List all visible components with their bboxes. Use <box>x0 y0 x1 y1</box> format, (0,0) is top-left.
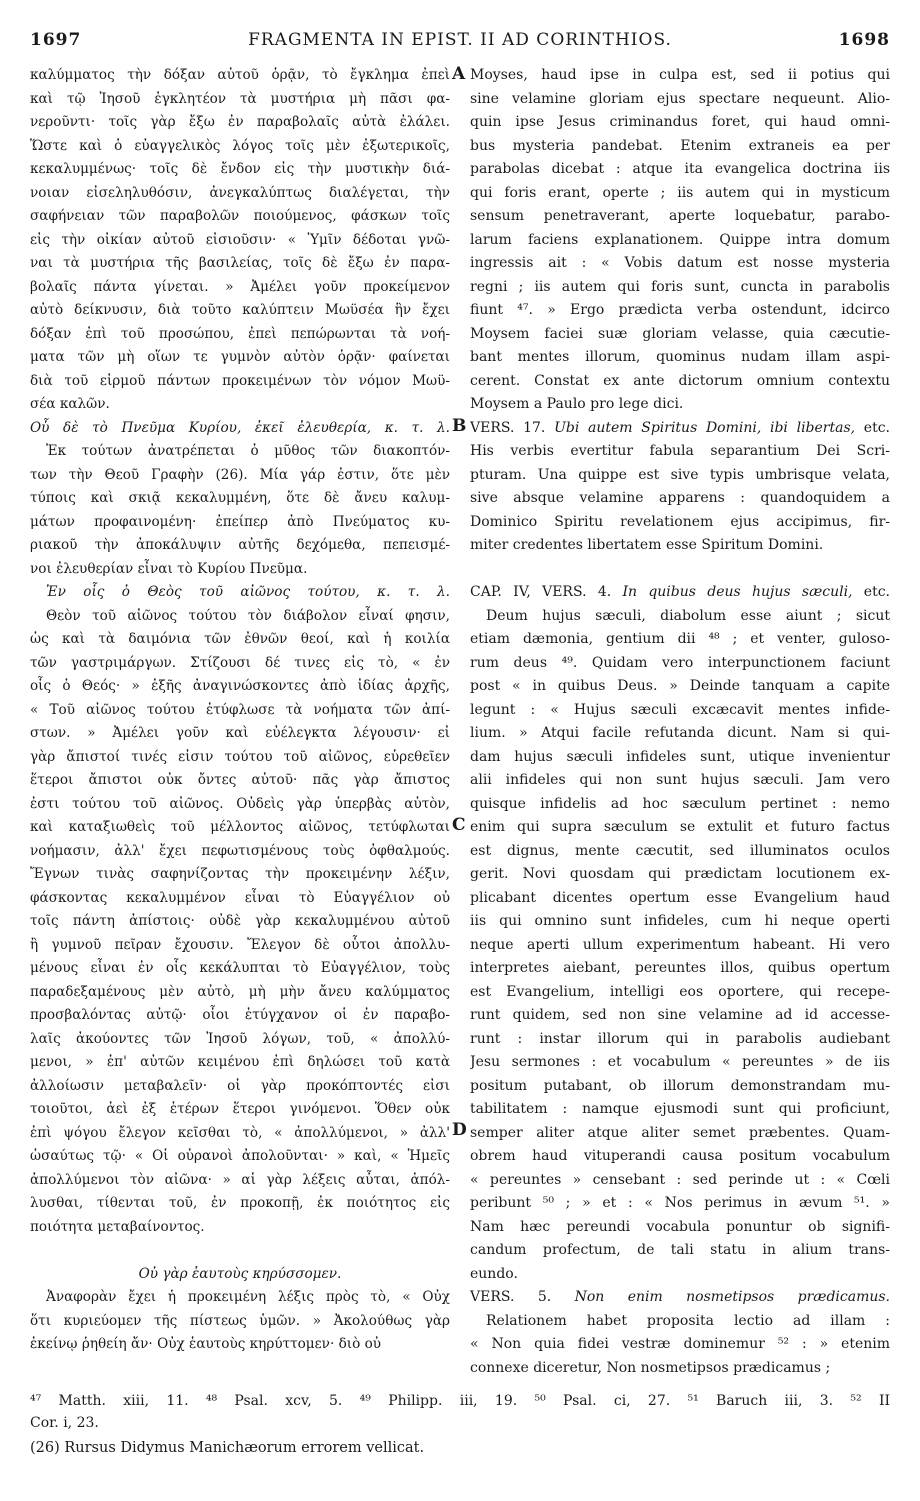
text-line: Θεὸν τοῦ αἰῶνος τούτου τὸν διάβολον εἶναί φησιν, <box>46 607 450 624</box>
text-line: runt quidem, sed non sine velamine ad id accesse- <box>470 1007 890 1023</box>
text-line: His verbis evertitur fabula separantium Dei Scri- <box>470 443 890 459</box>
text-line: Deum hujus sæculi, diabolum esse aiunt ; sicut <box>486 607 890 624</box>
text-line: φάσκοντας κεκαλυμμένον εἶναι τὸ Εὐαγγέλιον οὐ <box>30 889 450 906</box>
spacer <box>470 558 890 582</box>
text-line: connexe diceretur, Non nosmetipsos prædicamus ; <box>470 1359 831 1376</box>
text-line: « Non quia fidei vestræ dominemur ⁵² : » etenim <box>470 1336 890 1352</box>
text-line: cerent. Constat ex ante dictorum omnium contextu <box>470 372 890 389</box>
text-line: μάτων προφαινομένη· ἐπείπερ ἀπὸ Πνεύματος κυ- <box>30 513 450 530</box>
text-line: ποιότητα μεταβαίνοντος. <box>30 1218 205 1235</box>
text-line: ἢ γυμνοῦ πεῖραν ἔχουσιν. Ἔλεγον δὲ οὗτοι ἀπολλυ- <box>30 936 450 953</box>
text-line: νοι ἐλευθερίαν εἶναι τὸ Κυρίου Πνεῦμα. <box>30 560 308 577</box>
text-line: λαῖς ἀκούοντες τῶν Ἰησοῦ λόγων, τοῦ, « ἀπολλύ- <box>30 1030 450 1047</box>
text-line: eundo. <box>470 1265 518 1282</box>
verse-lemma: Ubi autem Spiritus Domini, ibi libertas, <box>554 419 864 436</box>
text-line: tabilitatem : namque ejusmodi sunt qui proficiunt, <box>470 1101 890 1117</box>
text-line: τοῖς πάντη ἀπίστοις· οὐδὲ γὰρ κεκαλυμμένου αὐτοῦ <box>30 913 450 929</box>
text-line: gerit. Novi quosdam qui prædictam locutionem ex- <box>470 866 890 882</box>
text-line: pturam. Una quippe est sive typis umbrisque velata, <box>470 466 890 483</box>
text-line: ἀπολλύμενοι τὸν αἰῶνα· » αἱ γὰρ λέξεις αὗται, ἀπόλ- <box>30 1171 450 1188</box>
text-line: sine velamine gloriam ejus spectare nequeunt. Alio- <box>470 90 890 107</box>
running-title: FRAGMENTA IN EPIST. II AD CORINTHIOS. <box>248 30 672 50</box>
text-line: νοιαν εἰσεληλυθόσιν, ἀνεγκαλύπτως διαλέγεται, τὴν <box>30 184 450 201</box>
text-line: σαφήνειαν τῶν παραβολῶν ποιούμενος, φάσκων τοῖς <box>30 208 450 224</box>
text-line: τύποις καὶ σκιᾷ κεκαλυμμένη, ὅτε δὲ ἄνευ καλυμ- <box>30 490 450 506</box>
margin-marker-d: D <box>452 1120 467 1140</box>
text-line: lium. » Atqui facile refutanda dicunt. Nam si qui- <box>470 725 890 741</box>
verse-label: VERS. 5. <box>470 1289 575 1305</box>
text-line: ὅτι κυριεύομεν τῆς πίστεως ὑμῶν. » Ἀκολούθως γὰρ <box>30 1312 450 1329</box>
text-line: alii infideles qui non sunt hujus sæculi. Jam vero <box>470 772 890 788</box>
text-line: Moyses, haud ipse in culpa est, sed ii potius qui <box>470 67 890 83</box>
text-line: ἕτεροι ἄπιστοι οὐκ ὄντες αὐτοῦ· πᾶς γὰρ ἄπιστος <box>30 772 450 788</box>
text-line: sive absque velamine apparens : quandoquidem a <box>470 490 890 506</box>
verse-label: VERS. 17. <box>470 419 555 436</box>
text-line: Ἀναφορὰν ἔχει ἡ προκειμένη λέξις πρὸς τὸ, « Οὐχ <box>46 1289 450 1305</box>
text-line: est Evangelium, intelligi eos oportere, qui recepe- <box>470 983 890 1000</box>
text-line: Ὥστε καὶ ὁ εὐαγγελικὸς λόγος τοῖς μὲν ἐξωτερικοῖς, <box>30 137 450 154</box>
text-line: κεκαλυμμένως· τοῖς δὲ ἔνδον εἰς τὴν μυστικὴν διά- <box>30 161 450 177</box>
text-line: plicabant dicentes opertum esse Evangelium haud <box>470 889 890 906</box>
text-line: obrem haud vituperandi causa positum vocabulum <box>470 1148 890 1164</box>
text-line: legunt : « Hujus sæculi excæcavit mentes infide- <box>470 701 890 718</box>
text-line: καὶ τῷ Ἰησοῦ ἐγκλητέον τὰ μυστήρια μὴ πᾶσι φα- <box>30 90 450 107</box>
text-line: μενοι, » ἐπ' αὐτῶν κειμένου ἐπὶ δηλώσει τοῦ κατὰ <box>30 1054 450 1070</box>
spacer <box>30 1239 450 1263</box>
text-line: interpretes aiebant, pereuntes illos, quibus opertum <box>470 960 890 976</box>
text-line: etiam dæmonia, gentium dii ⁴⁸ ; et venter, guloso- <box>470 631 890 647</box>
text-line: Dominico Spiritu revelationem ejus accipimus, fir- <box>470 513 890 530</box>
text-line: αὐτὸ δείκνυσιν, διὰ τοῦτο καλύπτειν Μωϋσέα ἣν ἔχει <box>30 302 450 318</box>
text-line: σέα καλῶν. <box>30 396 110 412</box>
verse-lemma: In quibus deus hujus sæculi, <box>622 584 864 600</box>
right-page-number: 1698 <box>838 30 890 50</box>
text-line: rum deus ⁴⁹. Quidam vero interpunctionem faciunt <box>470 654 890 671</box>
text-line: των τὴν Θεοῦ Γραφὴν (26). Μία γάρ ἐστιν, ὅτε μὲν <box>30 466 450 483</box>
text-line: ἀλλοίωσιν μεταβαλεῖν· οἱ γὰρ προκόπτοντές εἰσι <box>30 1077 450 1094</box>
text-line: Ἐκ τούτων ἀνατρέπεται ὁ μῦθος τῶν διακοπτόν- <box>46 443 450 459</box>
text-line: iis qui omnino sunt infideles, cum hi neque operti <box>470 913 890 929</box>
text-line: candum profectum, de tali statu in alium trans- <box>470 1242 890 1258</box>
text-line: ὡς καὶ τὰ δαιμόνια τῶν ἐθνῶν θεοί, καὶ ἡ κοιλία <box>30 631 450 647</box>
text-line: dam hujus sæculi infideles sunt, utique invenientur <box>470 748 890 765</box>
text-line: βολαῖς πάντα γίνεται. » Ἀμέλει γοῦν προκείμενον <box>30 278 450 295</box>
text-line: Ἔγνων τινὰς σαφηνίζοντας τὴν προκειμένην λέξιν, <box>30 866 450 882</box>
text-line: runt : instar illorum qui in parabolis audiebant <box>470 1030 890 1047</box>
text-line: enim qui supra sæculum se extulit et futuro factus <box>470 819 890 835</box>
text-line: ἐστι τούτου τοῦ αἰῶνος. Οὐδεὶς γὰρ ὑπερβὰς αὐτὸν, <box>30 795 450 812</box>
text-line: « Τοῦ αἰῶνος τούτου ἐτύφλωσε τὰ νοήματα τῶν ἀπί- <box>30 701 450 718</box>
text-line: semper aliter atque aliter semet præbentes. Quam- <box>470 1124 890 1141</box>
text-line: καλύμματος τὴν δόξαν αὐτοῦ ὁρᾷν, τὸ ἔγκλημα ἐπεὶ <box>30 67 450 83</box>
text-line: neque aperti ullum experimentum habeant. Hi vero <box>470 936 890 953</box>
latin-column <box>470 64 890 1380</box>
text-line: est dignus, mente cæcutit, sed illuminatos oculos <box>470 842 890 859</box>
text-line: Nam hæc pereundi vocabula ponuntur ob signifi- <box>470 1218 890 1235</box>
text-line: Moysem faciei suæ gloriam velasse, quia cæcutie- <box>470 325 890 342</box>
greek-lemma: Οὗ δὲ τὸ Πνεῦμα Κυρίου, ἐκεῖ ἐλευθερία, κ. τ. λ. <box>30 419 450 436</box>
text-line: Jesu sermones : et vocabulum « pereuntes » de iis <box>470 1054 890 1070</box>
running-header <box>30 30 890 56</box>
text-line: τῶν γαστριμάργων. Στίζουσι δέ τινες εἰς τὸ, « ἐν <box>30 654 450 671</box>
text-line: Moysem a Paulo pro lege dici. <box>470 396 684 412</box>
text-line: peribunt ⁵⁰ ; » et : « Nos perimus in ævum ⁵¹. » <box>470 1195 890 1211</box>
text-line: quin ipse Jesus criminandus foret, qui haud omni- <box>470 114 890 130</box>
greek-column <box>30 64 450 1357</box>
text-line: εἰς τὴν οἰκίαν αὐτοῦ εἰσιοῦσιν· « Ὑμῖν δέδοται γνῶ- <box>30 231 450 248</box>
text-line: fiunt ⁴⁷. » Ergo prædicta verba ostendunt, idcirco <box>470 302 890 318</box>
verse-label: CAP. IV, VERS. 4. <box>470 584 623 600</box>
text-line: ὡσαύτως τῷ· « Οἱ οὐρανοὶ ἀπολοῦνται· » καὶ, « Ἡμεῖς <box>30 1148 450 1164</box>
text-line: ἐκείνῳ ῥηθείη ἄν· Οὐχ ἑαυτοὺς κηρύττομεν· διὸ οὐ <box>30 1336 382 1352</box>
greek-lemma: Ἐν οἷς ὁ Θεὸς τοῦ αἰῶνος τούτου, κ. τ. λ. <box>46 584 450 600</box>
text-line: προσβαλόντας αὐτῷ· οἷοι ἐτύγχανον οἱ ἐν παραβο- <box>30 1007 450 1023</box>
verse-heading <box>470 581 890 605</box>
text-line: ἐπὶ ψόγου ἔλεγον κεῖσθαι τὸ, « ἀπολλύμενοι, » ἀλλ' <box>30 1124 450 1141</box>
text-line: positum putabant, ob illorum demonstrandam mu- <box>470 1077 890 1094</box>
text-line: bant mentes illorum, quominus nudam illam aspi- <box>470 349 890 365</box>
text-line: post « in quibus Deus. » Deinde tanquam a capite <box>470 678 890 694</box>
margin-marker-b: B <box>452 416 467 436</box>
footnotes <box>30 1390 890 1434</box>
text-line: παραδεξαμένους μὲν αὐτὸ, μὴ μὴν ἄνευ καλύμματος <box>30 983 450 1000</box>
text-line: νεροῦντι· τοῖς γὰρ ἔξω ἐν παραβολαῖς αὐτὰ ἐλάλει. <box>30 114 450 130</box>
text-line: qui foris erant, operte ; iis autem qui in mysticum <box>470 184 890 201</box>
verse-heading <box>470 417 890 441</box>
text-line: γὰρ ἄπιστοί τινές εἰσιν τούτου τοῦ αἰῶνος, εὑρεθεῖεν <box>30 748 450 765</box>
text-line: larum faciens explanationem. Quippe intra domum <box>470 231 890 248</box>
text-line: quisque infidelis ad hoc sæculum pertinet : nemo <box>470 795 890 812</box>
text-line: regni ; iis autem qui foris sunt, cuncta in parabolis <box>470 278 890 295</box>
footnote-line: ⁴⁷ Matth. xiii, 11. ⁴⁸ Psal. xcv, 5. ⁴⁹ Philipp. iii, 19. ⁵⁰ Psal. ci, 27. ⁵¹ Baruch iii, 3. ⁵² II <box>30 1393 890 1409</box>
text-line: ingressis ait : « Vobis datum est nosse mysteria <box>470 255 890 271</box>
left-page-number: 1697 <box>30 30 82 50</box>
verse-heading <box>470 1286 890 1310</box>
verse-etc: etc. <box>863 419 890 436</box>
text-line: parabolas dicebat : atque ita evangelica doctrina iis <box>470 161 890 177</box>
text-line: οἷς ὁ Θεός· » ἐξῆς ἀναγινώσκοντες ἀπὸ ἰδίας ἀρχῆς, <box>30 678 450 694</box>
footnote-line: Cor. i, 23. <box>30 1415 99 1431</box>
text-line: « pereuntes » censebant : sed perinde ut : « Cœli <box>470 1171 890 1188</box>
margin-marker-c: C <box>452 815 466 835</box>
text-line: Relationem habet proposita lectio ad illam : <box>486 1312 890 1329</box>
greek-lemma: Οὐ γὰρ ἑαυτοὺς κηρύσσομεν. <box>138 1265 342 1282</box>
text-line: τοιοῦτοι, ἀεὶ ἐξ ἑτέρων ἕτεροι γινόμενοι. Ὅθεν οὐκ <box>30 1101 450 1117</box>
editor-note: (26) Rursus Didymus Manichæorum errorem vellicat. <box>30 1440 425 1456</box>
text-line: νοήμασιν, ἀλλ' ἔχει πεφωτισμένους τοὺς ὀφθαλμούς. <box>30 842 450 859</box>
verse-etc: etc. <box>863 584 890 600</box>
text-line: sensum penetraverant, aperte loquebatur, parabo- <box>470 208 890 224</box>
text-line: καὶ καταξιωθεὶς τοῦ μέλλοντος αἰῶνος, τετύφλωται <box>30 819 450 835</box>
text-line: miter credentes libertatem esse Spiritum Domini. <box>470 537 824 553</box>
verse-lemma: Non enim nosmetipsos prædicamus. <box>574 1289 890 1305</box>
text-line: δόξαν ἐπὶ τοῦ προσώπου, ἐπεὶ πεπώρωνται τὰ νοή- <box>30 325 450 342</box>
text-line: ναι τὰ μυστήρια τῆς βασιλείας, τοῖς δὲ ἔξω ἐν παρα- <box>30 255 450 271</box>
text-line: μένους εἶναι ἐν οἷς κεκάλυπται τὸ Εὐαγγέλιον, τοὺς <box>30 960 450 976</box>
text-line: διὰ τοῦ εἱρμοῦ πάντων προκειμένων τὸν νόμον Μωϋ- <box>30 372 450 389</box>
text-line: ματα τῶν μὴ οἵων τε γυμνὸν αὐτὸν ὁρᾷν· φαίνεται <box>30 349 450 365</box>
text-line: λυσθαι, τίθενται τοῦ, ἐν προκοπῇ, ἐκ ποιότητος εἰς <box>30 1195 450 1211</box>
text-line: bus mysteria pandebat. Etenim extraneis ea per <box>470 137 890 154</box>
text-line: στων. » Ἀμέλει γοῦν καὶ εὐέλεγκτα λέγουσιν· εἰ <box>30 725 450 741</box>
text-line: ριακοῦ τὴν ἀποκάλυψιν αὐτῆς δεχόμεθα, πεπεισμέ- <box>30 537 450 553</box>
margin-marker-a: A <box>452 64 466 84</box>
